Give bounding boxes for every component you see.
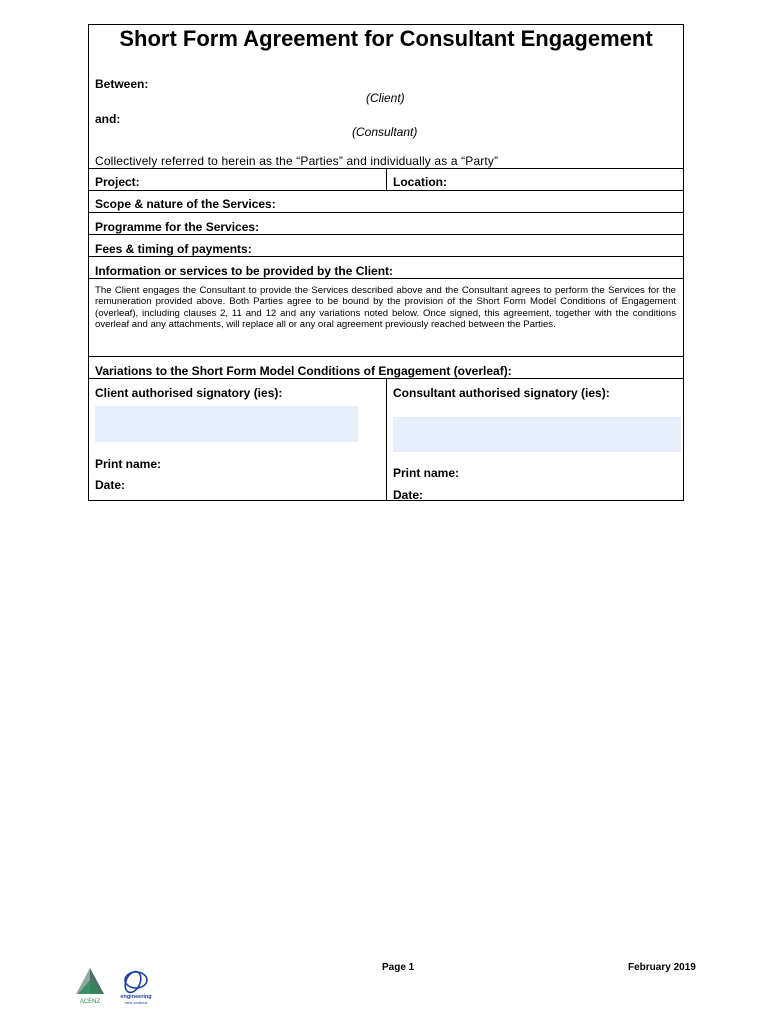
divider (89, 256, 683, 257)
acenz-logo-text: ACENZ (79, 999, 101, 1005)
scope-label: Scope & nature of the Services: (95, 197, 276, 211)
client-print-name-label: Print name: (95, 457, 162, 471)
divider (89, 234, 683, 235)
programme-label: Programme for the Services: (95, 220, 260, 234)
acenz-logo (72, 966, 108, 1006)
divider (386, 168, 387, 190)
eng-logo-text: engineering (120, 994, 152, 1000)
divider (386, 378, 387, 501)
fees-label: Fees & timing of payments: (95, 242, 252, 256)
variations-label: Variations to the Short Form Model Conditions of Engagement (overleaf): (95, 364, 512, 378)
eng-logo-subtext: new zealand (124, 1000, 148, 1005)
client-signature-field[interactable] (95, 406, 358, 442)
consultant-signatory-label: Consultant authorised signatory (ies): (393, 386, 610, 400)
location-label: Location: (393, 175, 447, 189)
and-label: and: (95, 112, 121, 126)
consultant-date-label: Date: (393, 488, 424, 502)
between-label: Between: (95, 77, 149, 91)
divider (89, 212, 683, 213)
divider (89, 356, 683, 357)
client-date-label: Date: (95, 478, 126, 492)
consultant-signature-field[interactable] (393, 417, 681, 452)
engagement-paragraph: The Client engages the Consultant to provide the Services described above and the Consultant agrees to perform the Services for the remuneration provided above. Both Parties agree to be bound by the provision of the Short Form Model Conditions of Engagement (overleaf), including clauses 2, 11 and 12 and any variations noted below. Once signed, this agreement, together with the conditions overleaf and any attachments, will replace all or any oral agreement previously reached between the Parties. (95, 285, 676, 330)
client-signatory-label: Client authorised signatory (ies): (95, 386, 283, 400)
parties-note: Collectively referred to herein as the “Parties” and individually as a “Party” (95, 154, 499, 168)
info-label: Information or services to be provided by the Client: (95, 264, 394, 278)
engineering-new-zealand-logo (116, 966, 156, 1006)
consultant-tag: (Consultant) (352, 125, 418, 139)
footer-date: February 2019 (628, 962, 696, 973)
page-number: Page 1 (382, 962, 415, 973)
divider (89, 190, 683, 191)
page-title: Short Form Agreement for Consultant Engagement (119, 26, 653, 51)
consultant-print-name-label: Print name: (393, 466, 460, 480)
agreement-form (88, 24, 684, 501)
project-label: Project: (95, 175, 140, 189)
divider (89, 278, 683, 279)
client-tag: (Client) (366, 91, 405, 105)
